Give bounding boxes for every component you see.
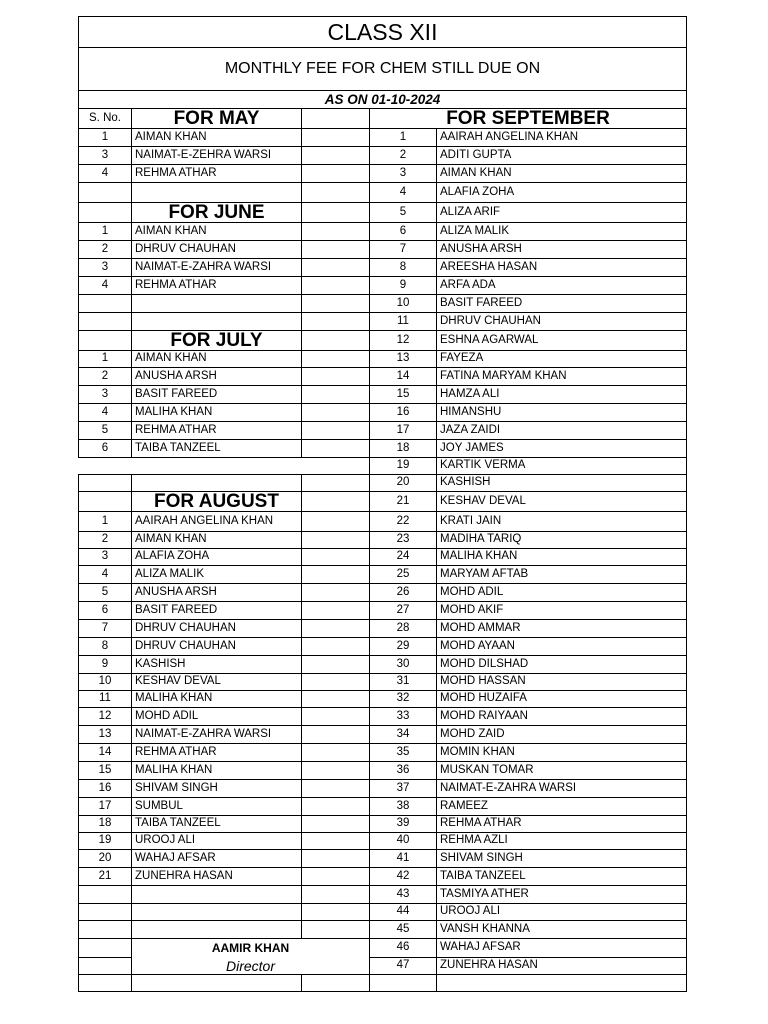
september-student-name: KARTIK VERMA	[437, 458, 687, 475]
august-student-name: KESHAV DEVAL	[132, 674, 302, 691]
september-serial: 42	[370, 868, 437, 886]
may-student-name: AIMAN KHAN	[132, 129, 302, 147]
blank-cell	[79, 475, 132, 492]
table-row	[79, 780, 687, 798]
september-serial: 32	[370, 691, 437, 708]
september-serial: 26	[370, 584, 437, 602]
august-serial: 18	[79, 816, 132, 833]
september-serial: 14	[370, 368, 437, 386]
september-student-name: MADIHA TARIQ	[437, 532, 687, 549]
may-serial: 1	[79, 129, 132, 147]
signatory-name: AAMIR KHAN	[132, 939, 370, 958]
may-serial: 3	[79, 147, 132, 165]
blank-cell	[302, 904, 370, 921]
september-serial: 37	[370, 780, 437, 798]
august-serial: 1	[79, 512, 132, 532]
blank-cell	[302, 492, 370, 512]
blank-cell	[302, 868, 370, 886]
june-serial: 4	[79, 277, 132, 295]
september-serial: 29	[370, 638, 437, 656]
september-serial: 18	[370, 440, 437, 458]
august-serial: 16	[79, 780, 132, 798]
blank-cell	[302, 223, 370, 241]
september-serial: 44	[370, 904, 437, 921]
september-student-name: NAIMAT-E-ZAHRA WARSI	[437, 780, 687, 798]
september-student-name: MARYAM AFTAB	[437, 566, 687, 584]
blank-cell	[302, 422, 370, 440]
blank-cell	[302, 295, 370, 313]
september-student-name: RAMEEZ	[437, 798, 687, 816]
september-student-name: WAHAJ AFSAR	[437, 939, 687, 958]
september-serial: 13	[370, 351, 437, 368]
september-student-name: VANSH KHANNA	[437, 921, 687, 939]
august-serial: 15	[79, 762, 132, 780]
august-serial: 2	[79, 532, 132, 549]
august-student-name: TAIBA TANZEEL	[132, 816, 302, 833]
blank-cell	[302, 816, 370, 833]
september-student-name: AAIRAH ANGELINA KHAN	[437, 129, 687, 147]
blank-cell	[132, 921, 302, 939]
august-serial: 5	[79, 584, 132, 602]
august-serial: 11	[79, 691, 132, 708]
september-student-name: SHIVAM SINGH	[437, 850, 687, 868]
blank-cell	[79, 939, 132, 958]
blank-cell	[79, 492, 132, 512]
table-row	[79, 549, 687, 566]
table-row	[79, 726, 687, 744]
september-student-name: ALIZA ARIF	[437, 203, 687, 223]
table-row	[79, 602, 687, 620]
table-row	[79, 674, 687, 691]
september-student-name: MOHD HUZAIFA	[437, 691, 687, 708]
august-student-name: ALIZA MALIK	[132, 566, 302, 584]
september-serial: 35	[370, 744, 437, 762]
september-student-name: MOHD HASSAN	[437, 674, 687, 691]
august-student-name: BASIT FAREED	[132, 602, 302, 620]
blank-cell	[79, 331, 132, 351]
september-serial: 25	[370, 566, 437, 584]
table-row	[79, 656, 687, 674]
blank-cell	[302, 147, 370, 165]
september-serial: 33	[370, 708, 437, 726]
september-serial: 2	[370, 147, 437, 165]
blank-cell	[302, 440, 370, 458]
september-serial: 1	[370, 129, 437, 147]
september-student-name: TASMIYA ATHER	[437, 886, 687, 904]
september-serial: 43	[370, 886, 437, 904]
july-serial: 3	[79, 386, 132, 404]
august-student-name: WAHAJ AFSAR	[132, 850, 302, 868]
blank-cell	[302, 475, 370, 492]
table-row	[79, 958, 687, 975]
september-serial: 27	[370, 602, 437, 620]
september-serial: 21	[370, 492, 437, 512]
table-row	[79, 386, 687, 404]
september-serial: 4	[370, 183, 437, 203]
june-serial: 1	[79, 223, 132, 241]
blank-cell	[302, 386, 370, 404]
blank-cell	[302, 850, 370, 868]
august-student-name: ANUSHA ARSH	[132, 584, 302, 602]
august-student-name: MALIHA KHAN	[132, 691, 302, 708]
august-serial: 21	[79, 868, 132, 886]
july-serial: 1	[79, 351, 132, 368]
blank-cell	[302, 351, 370, 368]
september-serial: 28	[370, 620, 437, 638]
blank-cell	[79, 958, 132, 975]
september-serial: 36	[370, 762, 437, 780]
blank-cell	[302, 549, 370, 566]
june-student-name: NAIMAT-E-ZAHRA WARSI	[132, 259, 302, 277]
september-student-name: MUSKAN TOMAR	[437, 762, 687, 780]
september-serial: 24	[370, 549, 437, 566]
august-student-name: AIMAN KHAN	[132, 532, 302, 549]
september-serial: 41	[370, 850, 437, 868]
table-row	[79, 203, 687, 223]
blank-cell	[132, 886, 302, 904]
table-row	[79, 183, 687, 203]
september-student-name: MOHD RAIYAAN	[437, 708, 687, 726]
blank-cell	[302, 512, 370, 532]
sheet-body	[79, 17, 687, 992]
september-student-name: REHMA ATHAR	[437, 816, 687, 833]
july-student-name: MALIHA KHAN	[132, 404, 302, 422]
table-row	[79, 351, 687, 368]
september-serial: 22	[370, 512, 437, 532]
table-row	[79, 816, 687, 833]
table-row	[79, 492, 687, 512]
blank-cell	[132, 475, 302, 492]
august-student-name: SHIVAM SINGH	[132, 780, 302, 798]
blank-cell	[437, 975, 687, 992]
table-row	[79, 165, 687, 183]
july-serial: 5	[79, 422, 132, 440]
september-serial: 7	[370, 241, 437, 259]
table-row	[79, 295, 687, 313]
table-row	[79, 458, 687, 475]
blank-cell	[302, 331, 370, 351]
blank-cell	[79, 886, 132, 904]
table-row	[79, 259, 687, 277]
august-student-name: SUMBUL	[132, 798, 302, 816]
september-student-name: MOHD AMMAR	[437, 620, 687, 638]
september-serial: 6	[370, 223, 437, 241]
blank-cell	[302, 638, 370, 656]
september-student-name: JAZA ZAIDI	[437, 422, 687, 440]
september-serial: 47	[370, 958, 437, 975]
august-serial: 8	[79, 638, 132, 656]
blank-cell	[302, 566, 370, 584]
table-row	[79, 833, 687, 850]
august-serial: 13	[79, 726, 132, 744]
august-student-name: DHRUV CHAUHAN	[132, 620, 302, 638]
september-student-name: UROOJ ALI	[437, 904, 687, 921]
september-student-name: MALIHA KHAN	[437, 549, 687, 566]
september-student-name: KESHAV DEVAL	[437, 492, 687, 512]
table-row	[79, 904, 687, 921]
blank-cell	[132, 975, 302, 992]
table-row	[79, 620, 687, 638]
september-student-name: DHRUV CHAUHAN	[437, 313, 687, 331]
table-row	[79, 939, 687, 958]
june-student-name: AIMAN KHAN	[132, 223, 302, 241]
august-serial: 20	[79, 850, 132, 868]
table-row	[79, 886, 687, 904]
september-student-name: FATINA MARYAM KHAN	[437, 368, 687, 386]
september-serial: 10	[370, 295, 437, 313]
september-student-name: HIMANSHU	[437, 404, 687, 422]
september-student-name: BASIT FAREED	[437, 295, 687, 313]
blank-cell	[302, 744, 370, 762]
september-student-name: TAIBA TANZEEL	[437, 868, 687, 886]
table-row	[79, 532, 687, 549]
september-student-name: REHMA AZLI	[437, 833, 687, 850]
august-heading: FOR AUGUST	[132, 492, 302, 512]
table-row	[79, 798, 687, 816]
august-student-name: UROOJ ALI	[132, 833, 302, 850]
august-student-name: MALIHA KHAN	[132, 762, 302, 780]
blank-cell	[302, 584, 370, 602]
september-serial: 9	[370, 277, 437, 295]
august-serial: 10	[79, 674, 132, 691]
blank-cell	[302, 726, 370, 744]
blank-cell	[302, 620, 370, 638]
august-serial: 3	[79, 549, 132, 566]
blank-cell	[302, 532, 370, 549]
blank-cell	[302, 602, 370, 620]
september-serial: 38	[370, 798, 437, 816]
july-student-name: TAIBA TANZEEL	[132, 440, 302, 458]
table-row	[79, 368, 687, 386]
august-serial: 9	[79, 656, 132, 674]
september-student-name: MOHD DILSHAD	[437, 656, 687, 674]
blank-cell	[370, 975, 437, 992]
june-serial: 3	[79, 259, 132, 277]
august-student-name: NAIMAT-E-ZAHRA WARSI	[132, 726, 302, 744]
august-student-name: ZUNEHRA HASAN	[132, 868, 302, 886]
september-serial: 45	[370, 921, 437, 939]
july-serial: 2	[79, 368, 132, 386]
september-student-name: KASHISH	[437, 475, 687, 492]
september-serial: 15	[370, 386, 437, 404]
blank-cell	[79, 183, 132, 203]
table-row	[79, 708, 687, 726]
september-serial: 3	[370, 165, 437, 183]
blank-cell	[302, 691, 370, 708]
table-row	[79, 512, 687, 532]
august-serial: 12	[79, 708, 132, 726]
signatory-role: Director	[132, 958, 370, 975]
table-row	[79, 691, 687, 708]
september-student-name: MOHD ZAID	[437, 726, 687, 744]
blank-cell	[302, 780, 370, 798]
july-serial: 4	[79, 404, 132, 422]
blank-cell	[302, 313, 370, 331]
september-heading: FOR SEPTEMBER	[370, 109, 687, 129]
september-student-name: ESHNA AGARWAL	[437, 331, 687, 351]
september-serial: 16	[370, 404, 437, 422]
september-serial: 20	[370, 475, 437, 492]
blank-cell	[302, 368, 370, 386]
blank-cell	[132, 183, 302, 203]
september-student-name: ALAFIA ZOHA	[437, 183, 687, 203]
table-row	[79, 331, 687, 351]
blank-cell	[302, 241, 370, 259]
september-student-name: JOY JAMES	[437, 440, 687, 458]
table-row	[79, 147, 687, 165]
august-student-name: REHMA ATHAR	[132, 744, 302, 762]
table-row	[79, 850, 687, 868]
august-serial: 4	[79, 566, 132, 584]
september-student-name: HAMZA ALI	[437, 386, 687, 404]
blank-cell	[79, 203, 132, 223]
blank-cell	[302, 165, 370, 183]
august-serial: 6	[79, 602, 132, 620]
table-row	[79, 223, 687, 241]
september-student-name: ADITI GUPTA	[437, 147, 687, 165]
september-student-name: AIMAN KHAN	[437, 165, 687, 183]
blank-cell	[302, 762, 370, 780]
july-serial: 6	[79, 440, 132, 458]
september-serial: 19	[370, 458, 437, 475]
september-serial: 34	[370, 726, 437, 744]
blank-cell	[79, 921, 132, 939]
june-student-name: REHMA ATHAR	[132, 277, 302, 295]
september-serial: 8	[370, 259, 437, 277]
june-heading: FOR JUNE	[132, 203, 302, 223]
blank-cell	[302, 259, 370, 277]
september-serial: 12	[370, 331, 437, 351]
august-serial: 17	[79, 798, 132, 816]
may-student-name: NAIMAT-E-ZEHRA WARSI	[132, 147, 302, 165]
august-serial: 14	[79, 744, 132, 762]
august-student-name: DHRUV CHAUHAN	[132, 638, 302, 656]
header-row	[79, 109, 687, 129]
table-row	[79, 277, 687, 295]
blank-cell	[79, 295, 132, 313]
september-student-name: ARFA ADA	[437, 277, 687, 295]
blank-cell	[302, 921, 370, 939]
september-student-name: MOHD AKIF	[437, 602, 687, 620]
september-serial: 5	[370, 203, 437, 223]
table-row	[79, 744, 687, 762]
august-serial: 19	[79, 833, 132, 850]
september-student-name: KRATI JAIN	[437, 512, 687, 532]
table-row	[79, 762, 687, 780]
section-gap-cell	[79, 458, 370, 475]
table-row	[79, 584, 687, 602]
blank-cell	[79, 975, 132, 992]
august-student-name: AAIRAH ANGELINA KHAN	[132, 512, 302, 532]
table-row	[79, 440, 687, 458]
august-student-name: KASHISH	[132, 656, 302, 674]
may-serial: 4	[79, 165, 132, 183]
blank-cell	[302, 277, 370, 295]
table-row	[79, 868, 687, 886]
blank-cell	[132, 295, 302, 313]
september-student-name: ALIZA MALIK	[437, 223, 687, 241]
september-student-name: AREESHA HASAN	[437, 259, 687, 277]
september-student-name: MOHD ADIL	[437, 584, 687, 602]
blank-cell	[302, 975, 370, 992]
july-student-name: BASIT FAREED	[132, 386, 302, 404]
blank-cell	[302, 833, 370, 850]
as-on-date: AS ON 01-10-2024	[79, 91, 687, 109]
table-row	[79, 475, 687, 492]
page-subtitle: MONTHLY FEE FOR CHEM STILL DUE ON	[79, 48, 687, 91]
blank-cell	[79, 904, 132, 921]
blank-cell	[132, 313, 302, 331]
july-student-name: AIMAN KHAN	[132, 351, 302, 368]
table-row	[79, 313, 687, 331]
june-serial: 2	[79, 241, 132, 259]
august-student-name: ALAFIA ZOHA	[132, 549, 302, 566]
may-student-name: REHMA ATHAR	[132, 165, 302, 183]
september-student-name: MOHD AYAAN	[437, 638, 687, 656]
blank-cell	[302, 183, 370, 203]
blank-cell	[302, 109, 370, 129]
blank-cell	[302, 203, 370, 223]
july-student-name: REHMA ATHAR	[132, 422, 302, 440]
september-student-name: MOMIN KHAN	[437, 744, 687, 762]
september-serial: 17	[370, 422, 437, 440]
blank-cell	[302, 886, 370, 904]
september-serial: 40	[370, 833, 437, 850]
september-student-name: ZUNEHRA HASAN	[437, 958, 687, 975]
sno-header: S. No.	[79, 109, 132, 129]
september-student-name: ANUSHA ARSH	[437, 241, 687, 259]
table-row	[79, 241, 687, 259]
table-row	[79, 638, 687, 656]
june-student-name: DHRUV CHAUHAN	[132, 241, 302, 259]
august-serial: 7	[79, 620, 132, 638]
september-student-name: FAYEZA	[437, 351, 687, 368]
table-row	[79, 422, 687, 440]
may-heading: FOR MAY	[132, 109, 302, 129]
blank-cell	[302, 404, 370, 422]
august-student-name: MOHD ADIL	[132, 708, 302, 726]
september-serial: 30	[370, 656, 437, 674]
table-row	[79, 975, 687, 992]
blank-cell	[302, 798, 370, 816]
blank-cell	[302, 129, 370, 147]
september-serial: 31	[370, 674, 437, 691]
fee-due-sheet	[78, 16, 687, 992]
blank-cell	[302, 708, 370, 726]
blank-cell	[132, 904, 302, 921]
table-row	[79, 921, 687, 939]
blank-cell	[302, 656, 370, 674]
july-student-name: ANUSHA ARSH	[132, 368, 302, 386]
table-row	[79, 404, 687, 422]
page-title: CLASS XII	[79, 17, 687, 48]
september-serial: 11	[370, 313, 437, 331]
table-row	[79, 566, 687, 584]
table-row	[79, 129, 687, 147]
blank-cell	[302, 674, 370, 691]
blank-cell	[79, 313, 132, 331]
july-heading: FOR JULY	[132, 331, 302, 351]
september-serial: 39	[370, 816, 437, 833]
september-serial: 46	[370, 939, 437, 958]
september-serial: 23	[370, 532, 437, 549]
